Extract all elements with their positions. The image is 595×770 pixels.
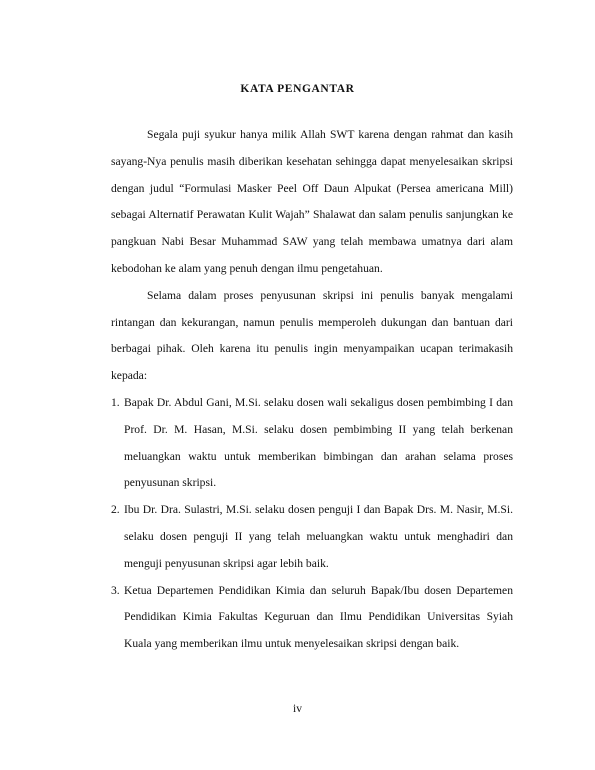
list-item-number: 1.: [111, 395, 120, 409]
list-item-text: Ketua Departemen Pendidikan Kimia dan seluruh Bapak/Ibu dosen Departemen Pendidikan Kimia Fakultas Keguruan dan Ilmu Pendidikan Universitas Syiah Kuala yang memberikan ilmu untuk menyelesaikan skripsi dengan baik.: [124, 583, 513, 651]
list-item: [111, 390, 513, 497]
list-item-number: 2.: [111, 503, 120, 517]
list-item: [111, 497, 513, 577]
document-body: [111, 122, 513, 658]
page-title: KATA PENGANTAR: [240, 83, 355, 95]
acknowledgement-list: [111, 390, 513, 658]
paragraph-thanks: Selama dalam proses penyusunan skripsi ini penulis banyak mengalami rintangan dan kekurangan, namun penulis memperoleh dukungan dan bantuan dari berbagai pihak. Oleh karena itu penulis ingin menyampaikan ucapan terimakasih kepada:: [111, 288, 513, 383]
page-number: iv: [293, 703, 302, 715]
list-item-text: Ibu Dr. Dra. Sulastri, M.Si. selaku dosen penguji I dan Bapak Drs. M. Nasir, M.Si. selaku dosen penguji II yang telah meluangkan waktu untuk menghadiri dan menguji penyusunan skripsi agar lebih baik.: [124, 503, 513, 570]
paragraph-intro: Segala puji syukur hanya milik Allah SWT karena dengan rahmat dan kasih sayang-Nya penulis masih diberikan kesehatan sehingga dapat menyelesaikan skripsi dengan judul “Formulasi Masker Peel Off Daun Alpukat (Persea americana Mill) sebagai Alternatif Perawatan Kulit Wajah” Shalawat dan salam penulis sanjungkan ke pangkuan Nabi Besar Muhammad SAW yang telah membawa umatnya dari alam kebodohan ke alam yang penuh dengan ilmu pengetahuan.: [111, 128, 513, 275]
list-item: [111, 578, 513, 658]
list-item-number: 3.: [111, 583, 120, 597]
list-item-text: Bapak Dr. Abdul Gani, M.Si. selaku dosen wali sekaligus dosen pembimbing I dan Prof. Dr. M. Hasan, M.Si. selaku dosen pembimbing II yang telah berkenan meluangkan waktu untuk memberikan bimbingan dan arahan selama proses penyusunan skripsi.: [124, 395, 513, 490]
